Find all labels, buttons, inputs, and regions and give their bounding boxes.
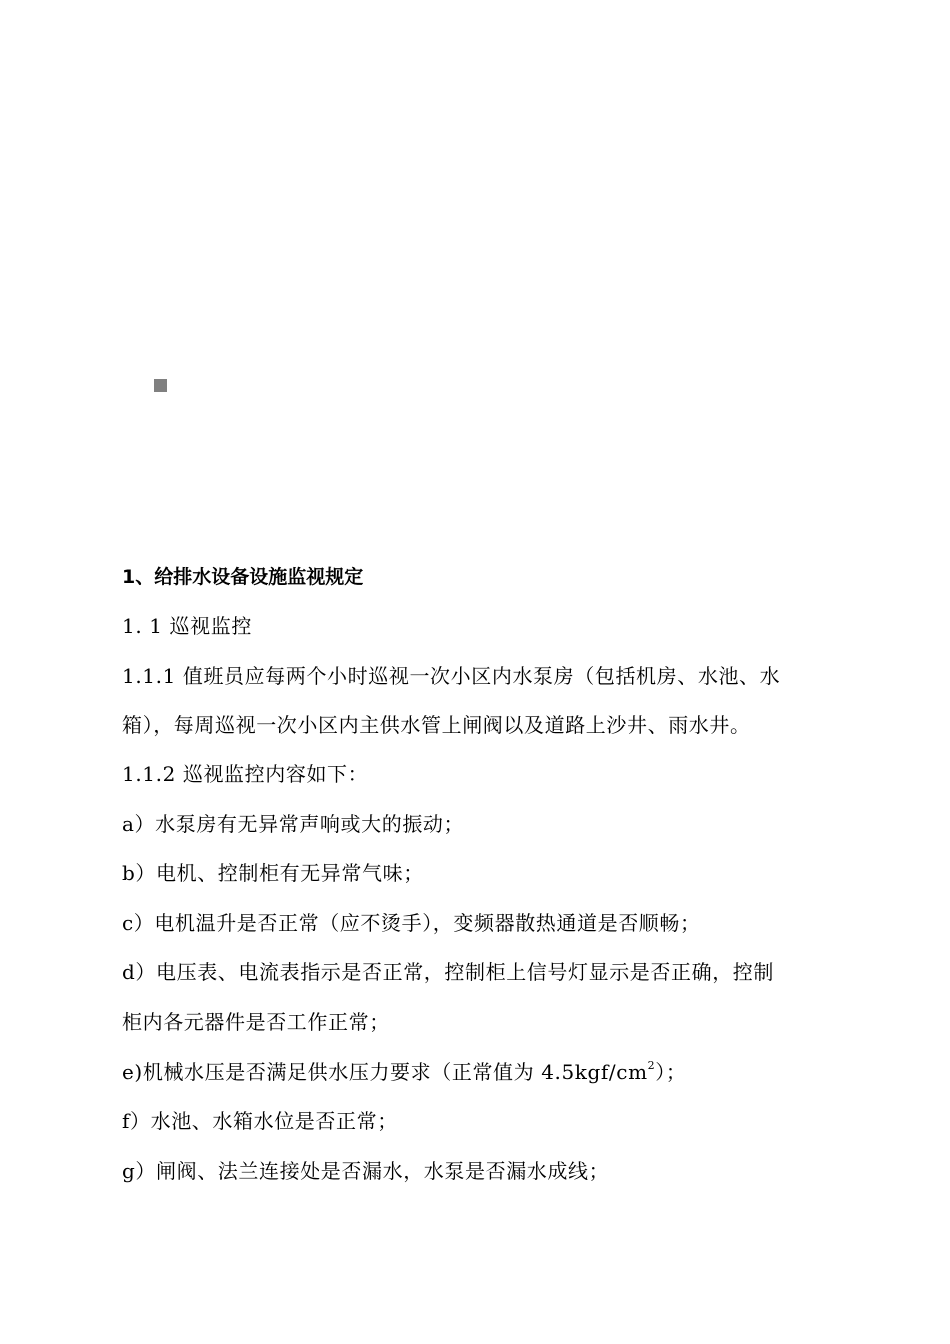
list-item: b）电机、控制柜有无异常气味；	[122, 861, 424, 885]
pressure-text: e)机械水压是否满足供水压力要求（正常值为 4.5kgf/cm	[122, 1060, 648, 1084]
paragraph-line: 箱），每周巡视一次小区内主供水管上闸阀以及道路上沙井、雨水井。	[122, 713, 751, 737]
list-item: c）电机温升是否正常（应不烫手），变频器散热通道是否顺畅；	[122, 911, 701, 935]
section-heading: 1、给排水设备设施监视规定	[122, 566, 364, 588]
paragraph-line: 1.1.2 巡视监控内容如下：	[122, 762, 369, 786]
gray-square-marker	[154, 379, 167, 392]
list-item-continuation: 柜内各元器件是否工作正常；	[122, 1010, 390, 1034]
list-item: f）水池、水箱水位是否正常；	[122, 1109, 398, 1133]
pressure-text-end: ）；	[655, 1060, 687, 1084]
list-item: a）水泵房有无异常声响或大的振动；	[122, 812, 465, 836]
list-item-pressure	[122, 1058, 686, 1086]
subsection-title: 1. 1 巡视监控	[122, 614, 252, 638]
paragraph-line: 1.1.1 值班员应每两个小时巡视一次小区内水泵房（包括机房、水池、水	[122, 664, 781, 688]
superscript: 2	[647, 1059, 656, 1073]
list-item: d）电压表、电流表指示是否正常，控制柜上信号灯显示是否正确，控制	[122, 960, 775, 984]
list-item: g）闸阀、法兰连接处是否漏水，水泵是否漏水成线；	[122, 1159, 610, 1183]
